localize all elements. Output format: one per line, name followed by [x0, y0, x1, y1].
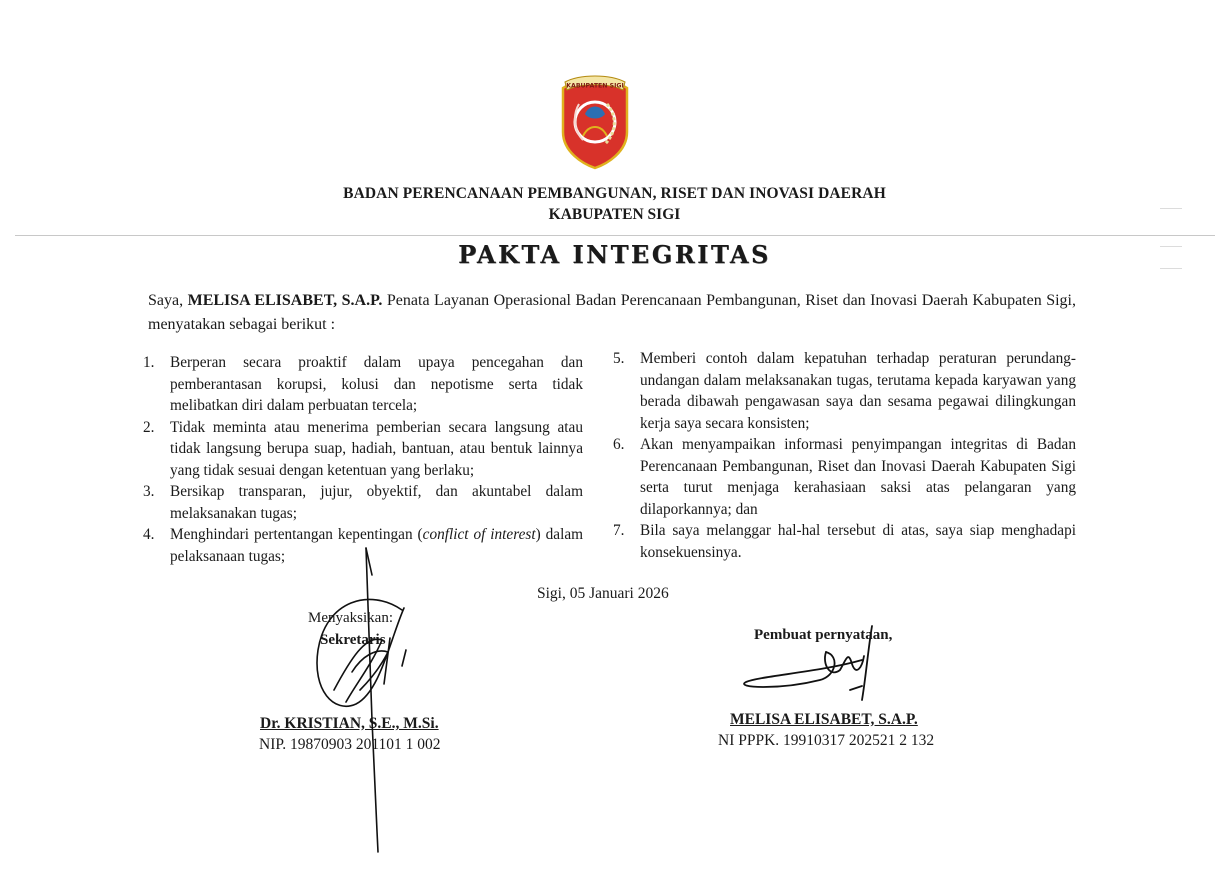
declarant-nip: NI PPPK. 19910317 202521 2 132 [718, 732, 935, 749]
header-divider [15, 235, 1215, 236]
list-item-text: ) dalam pelaksanaan tugas; [170, 526, 584, 565]
declarant-label: Pembuat pernyataan, [754, 627, 893, 643]
list-item-text: Berperan secara proaktif dalam upaya pencegahan dan pemberantasan korupsi, kolusi dan nepotisme serta tidak melibatkan diri dalam perbuatan tercela; [170, 354, 583, 414]
list-item-number: 7. [613, 522, 625, 539]
list-item-number: 5. [613, 350, 625, 367]
list-item-number: 4. [143, 526, 155, 543]
commitment-list-left [143, 352, 583, 567]
intro-paragraph [148, 289, 1076, 337]
commitment-list-right [613, 348, 1076, 563]
scan-mark [1160, 208, 1182, 209]
witness-nip: NIP. 19870903 201101 1 002 [259, 736, 441, 753]
list-item-number: 1. [143, 354, 155, 371]
witness-name: Dr. KRISTIAN, S.E., M.Si. [260, 715, 439, 732]
list-item-text: Akan menyampaikan informasi penyimpangan integritas di Badan Perencanaan Pembangunan, Riset dan Inovasi Daerah Kabupaten Sigi serta turut menjaga kerahasiaan saksi atas pelangaran yang dilaporkannya; dan [640, 436, 1076, 518]
svg-text:KABUPATEN SIGI: KABUPATEN SIGI [566, 82, 624, 90]
list-item [143, 417, 583, 482]
intro-text: Penata Layanan Operasional Badan Perencanaan Pembangunan, Riset dan Inovasi Daerah Kabupaten Sigi, menyatakan sebagai berikut : [148, 292, 1076, 333]
list-item-italic: conflict of interest [422, 526, 536, 543]
list-item [143, 481, 583, 524]
document-title: PAKTA INTEGRITAS [458, 240, 771, 269]
kabupaten-sigi-emblem-icon [555, 74, 635, 170]
list-item-number: 6. [613, 436, 625, 453]
witness-signature-icon [317, 548, 406, 852]
witness-label: Menyaksikan: [308, 610, 393, 626]
witness-position: Sekretaris [320, 632, 386, 648]
list-item-text: Menghindari pertentangan kepentingan ( [170, 526, 423, 543]
list-item-text: Tidak meminta atau menerima pemberian secara langsung atau tidak langsung berupa suap, hadiah, bantuan, atau bentuk lainnya yang tidak sesuai dengan ketentuan yang berlaku; [170, 418, 583, 479]
list-item [613, 434, 1076, 520]
list-item [613, 520, 1076, 563]
list-item-text: Memberi contoh dalam kepatuhan terhadap peraturan perundang-undangan dalam melaksanakan tugas, terutama kepada karyawan yang berada dibawah pengawasan saya dan sesama pegawai dilingkungan kerja saya secara konsisten; [640, 350, 1076, 432]
region-name: KABUPATEN SIGI [548, 206, 681, 223]
intro-name: MELISA ELISABET, S.A.P. [187, 292, 383, 309]
place-date: Sigi, 05 Januari 2026 [537, 585, 669, 602]
list-item [613, 348, 1076, 434]
scan-mark [1160, 246, 1182, 247]
declarant-name: MELISA ELISABET, S.A.P. [730, 711, 918, 728]
list-item-number: 2. [143, 418, 155, 436]
agency-name: BADAN PERENCANAAN PEMBANGUNAN, RISET DAN INOVASI DAERAH [343, 185, 886, 202]
scan-mark [1160, 268, 1182, 269]
list-item-text: Bila saya melanggar hal-hal tersebut di atas, saya siap menghadapi konsekuensinya. [640, 522, 1076, 561]
list-item [143, 352, 583, 417]
list-item [143, 524, 583, 567]
list-item-number: 3. [143, 483, 155, 500]
intro-prefix: Saya, [148, 292, 188, 309]
list-item-text: Bersikap transparan, jujur, obyektif, dan akuntabel dalam melaksanakan tugas; [170, 483, 583, 522]
